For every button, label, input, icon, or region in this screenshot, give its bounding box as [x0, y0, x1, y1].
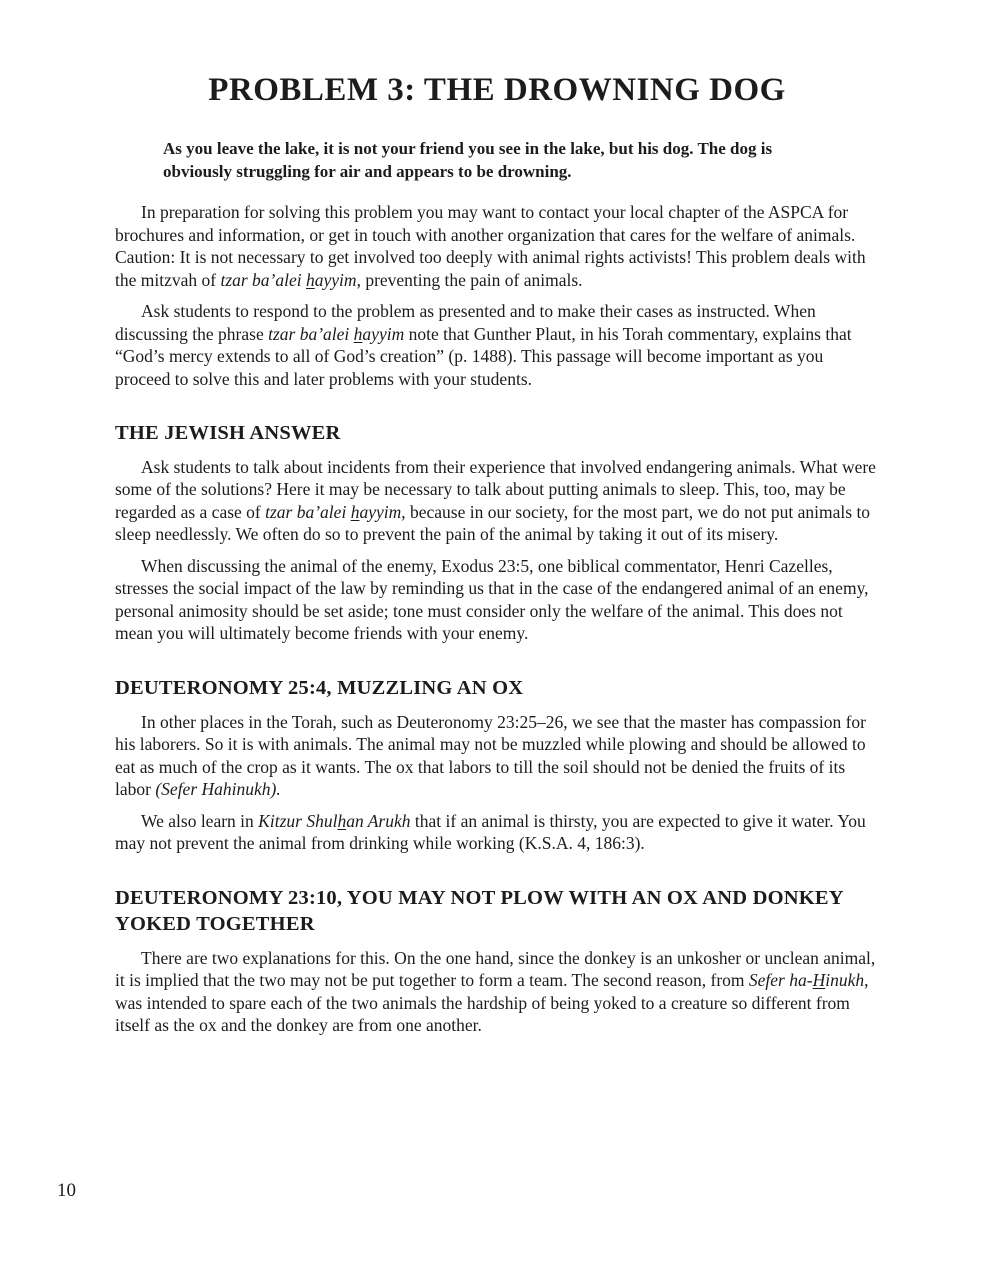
text-run: tzar ba’alei	[220, 269, 307, 290]
text-run: , was intended to spare each of the two animals the hardship of being yoked to a creature so different from itself as the ox and the donkey are from one another.	[115, 970, 869, 1036]
text-run: an Arukh	[346, 810, 411, 831]
text-run: , because in our society, for the most part, we do not put animals to sleep needlessly. We often do so to prevent the pain of the animal by taking it out of its misery.	[115, 501, 871, 545]
paragraph-two-explanations	[115, 947, 879, 1037]
section-heading-deuteronomy-23-10: DEUTERONOMY 23:10, YOU MAY NOT PLOW WITH AN OX AND DONKEY YOKED TOGETHER	[115, 886, 844, 936]
paragraph-henri-cazelles	[115, 555, 879, 645]
text-run: ayyim	[314, 269, 357, 290]
text-run: We also learn in	[141, 810, 259, 831]
page-number: 10	[57, 1180, 76, 1201]
paragraph-gunther-plaut	[115, 300, 879, 390]
paragraph-endangering-animals	[115, 456, 879, 546]
problem-statement-lede	[163, 138, 779, 183]
text-run: (Sefer Hahinukh).	[155, 779, 281, 800]
text-run: When discussing the animal of the enemy, Exodus 23:5, one biblical commentator, Henri Cazelles, stresses the social impact of the law by reminding us that in the case of the endangered animal of an enemy, personal animosity should be set aside; tone must consider only the welfare of the animal. This does not mean you will ultimately become friends with your enemy.	[115, 555, 869, 644]
text-run: ayyim	[359, 501, 402, 522]
text-run: Ask students to talk about incidents from their experience that involved endangering animals. What were some of the solutions? Here it may be necessary to talk about putting animals to sleep. This, too, may be regarded as a case of	[115, 456, 876, 522]
section-heading-the-jewish-answer: THE JEWISH ANSWER	[115, 422, 341, 445]
text-run: ayyim	[362, 323, 405, 344]
text-run: Ask students to respond to the problem as presented and to make their cases as instructed. When discussing the phrase	[115, 301, 816, 344]
text-run: tzar ba’alei	[268, 323, 354, 344]
text-run: h	[306, 269, 315, 290]
text-run: h	[337, 810, 347, 831]
text-run: H	[812, 970, 826, 991]
text-run: , preventing the pain of animals.	[356, 269, 583, 290]
text-run: In preparation for solving this problem you may want to contact your local chapter of the ASPCA for brochures and information, or get in touch with another organization that cares for the welfare of animals. Caution: It is not necessary to get involved too deeply with animal rights activists! This problem deals with the mitzvah of	[115, 202, 866, 290]
text-run: Sefer ha-	[748, 970, 813, 991]
section-heading-deuteronomy-25-4: DEUTERONOMY 25:4, MUZZLING AN OX	[115, 676, 524, 699]
page-footer	[57, 1180, 76, 1202]
text-run: inukh	[825, 970, 865, 991]
text-run: There are two explanations for this. On the one hand, since the donkey is an unkosher or unclean animal, it is implied that the two may not be put together to form a team. The second reason, from	[115, 947, 876, 991]
paragraph-kitzur-shulhan-arukh	[115, 810, 879, 855]
text-run: note that Gunther Plaut, in his Torah commentary, explains that “God’s mercy extends to all of God’s creation” (p. 1488). This passage will become important as you proceed to solve this and later problems with your students.	[115, 323, 852, 389]
text-run: As you leave the lake, it is not your friend you see in the lake, but his dog. The dog is obviously struggling for air and appears to be drowning.	[163, 139, 773, 181]
page-title: PROBLEM 3: THE DROWNING DOG	[208, 72, 786, 108]
paragraph-muzzling-compassion	[115, 711, 879, 801]
text-run: Kitzur Shul	[258, 810, 338, 831]
text-run: tzar ba’alei	[265, 501, 351, 522]
text-run: that if an animal is thirsty, you are expected to give it water. You may not prevent the animal from drinking while working (K.S.A. 4, 186:3).	[115, 810, 866, 854]
text-run: In other places in the Torah, such as Deuteronomy 23:25–26, we see that the master has compassion for his laborers. So it is with animals. The animal may not be muzzled while plowing and should be allowed to eat as much of the crop as it wants. The ox that labors to till the soil should not be denied the fruits of its labor	[115, 711, 866, 800]
page-content	[115, 0, 879, 1037]
text-run: h	[353, 323, 363, 344]
text-run: h	[350, 501, 360, 522]
paragraph-preparation-aspca	[115, 201, 879, 291]
